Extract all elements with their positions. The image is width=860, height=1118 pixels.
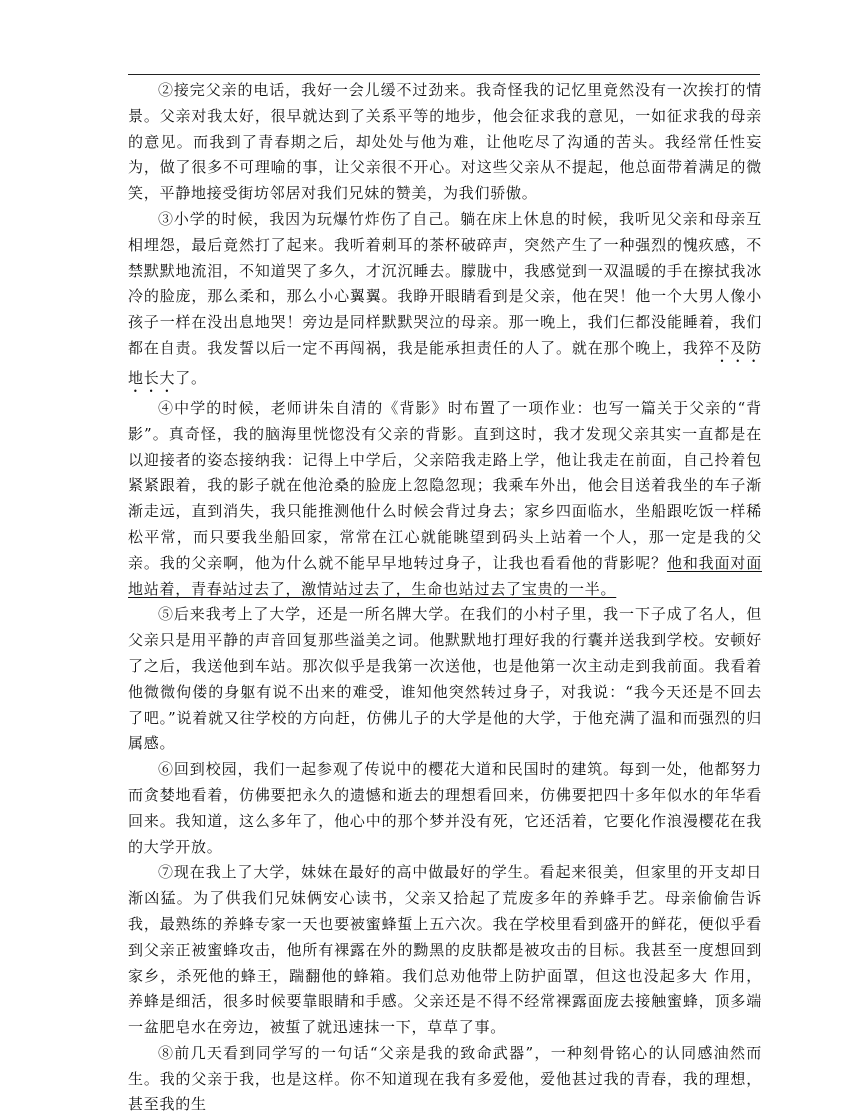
paragraph-3-text: ③小学的时候，我因为玩爆竹炸伤了自己。躺在床上休息的时候，我听见父亲和母亲互相埋怨，最后竟然打了起来。我听着刺耳的茶杯破碎声，突然产生了一种强烈的愧疚感，不禁默默地流泪，不知道哭了多久，才沉沉睡去。朦胧中，我感觉到一双温暖的手在擦拭我冰冷的脸庞，那么柔和，那么小心翼翼。我睁开眼睛看到是父亲，他在哭！他一个大男人像小孩子一样在没出息地哭！旁边是同样默默哭泣的母亲。那一晚上，我们仨都没能睡着，我们都在自责。我发誓以后一定不再闯祸，我是能承担责任的人了。就在那个晚上，我猝 — [128, 209, 762, 357]
paragraph-7: ⑦现在我上了大学，妹妹在最好的高中做最好的学生。看起来很美，但家里的开支却日渐凶猛。为了供我们兄妹俩安心读书，父亲又拾起了荒废多年的养蜂手艺。母亲偷偷告诉我，最熟练的养蜂专家一天也要被蜜蜂蜇上五六次。我在学校里看到盛开的鲜花，便似乎看到父亲正被蜜蜂攻击，他所有裸露在外的黝黑的皮肤都是被攻击的目标。我甚至一度想回到家乡，杀死他的蜂王，踹翻他的蜂箱。我们总劝他带上防护面罩，但这也没起多大 作用，养蜂是细活，很多时候要靠眼睛和手感。父亲还是不得不经常裸露面庞去接触蜜蜂，顶多端一盆肥皂水在旁边，被蜇了就迅速抹一下，草草了事。 — [128, 863, 762, 1037]
paragraph-3-end: 了。 — [175, 368, 207, 387]
header-rule — [128, 74, 760, 75]
paragraph-4-text: ④中学的时候，老师讲朱自清的《背影》时布置了一项作业：也写一篇关于父亲的“背影”。真奇怪，我的脑海里恍惚没有父亲的背影。直到这时，我才发现父亲其实一直都是在以迎接者的姿态接纳我：记得上中学后，父亲陪我走路上学，他让我走在前面，自己拎着包紧紧跟着，我的影子就在他沧桑的脸庞上忽隐忽现；我乘车外出，他会目送着我坐的车子渐渐走远，直到消失，我只能推测他什么时候会背过身去；家乡四面临水，坐船跟吃饭一样稀松平常，而只要我坐船回家，常常在江心就能眺望到码头上站着一个人，那一定是我的父亲。我的父亲啊，他为什么就不能早早地转过身子，让我也看看他的背影呢？ — [128, 398, 762, 572]
paragraph-4 — [128, 396, 762, 602]
underlined-sentence: 他和我面对面地站着，青春站过去了，激情站过去了，生命也站过去了宝贵的一半。 — [128, 553, 762, 598]
paragraph-5: ⑤后来我考上了大学，还是一所名牌大学。在我们的小村子里，我一下子成了名人，但父亲只是用平静的声音回复那些溢美之词。他默默地打理好我的行囊并送我到学校。安顿好了之后，我送他到车站。那次似乎是我第一次送他，也是他第一次主动走到我前面。我看着他微微佝偻的身躯有说不出来的难受，谁知他突然转过身子，对我说：“我今天还是不回去了吧。”说着就又往学校的方向赶，仿佛儿子的大学是他的大学，于他充满了温和而强烈的归属感。 — [128, 605, 762, 753]
paragraph-6: ⑥回到校园，我们一起参观了传说中的樱花大道和民国时的建筑。每到一处，他都努力而贪婪地看着，仿佛要把永久的遗憾和逝去的理想看回来，仿佛要把四十多年似水的年华看回来。我知道，这么多年了，他心中的那个梦并没有死，它还活着，它要化作浪漫樱花在我的大学开放。 — [128, 760, 762, 856]
paragraph-2: ②接完父亲的电话，我好一会儿缓不过劲来。我奇怪我的记忆里竟然没有一次挨打的情景。父亲对我太好，很早就达到了关系平等的地步，他会征求我的意见，一如征求我的母亲的意见。而我到了青春期之后，却处处与他为难，让他吃尽了沟通的苦头。我经常任性妄为，做了很多不可理喻的事，让父亲很不开心。对这些父亲从不提起，他总面带着满足的微笑，平静地接受街坊邻居对我们兄妹的赞美，为我们骄傲。 — [128, 81, 762, 203]
paragraph-3 — [128, 207, 762, 396]
emphasis-dotted-phrase: 不及防地长大 — [128, 338, 762, 387]
article-body — [128, 78, 762, 1118]
paragraph-8: ⑧前几天看到同学写的一句话“父亲是我的致命武器”，一种刻骨铭心的认同感油然而生。我的父亲于我，也是这样。你不知道现在我有多爱他，爱他甚过我的青春，我的理想，甚至我的生 — [128, 1043, 762, 1114]
